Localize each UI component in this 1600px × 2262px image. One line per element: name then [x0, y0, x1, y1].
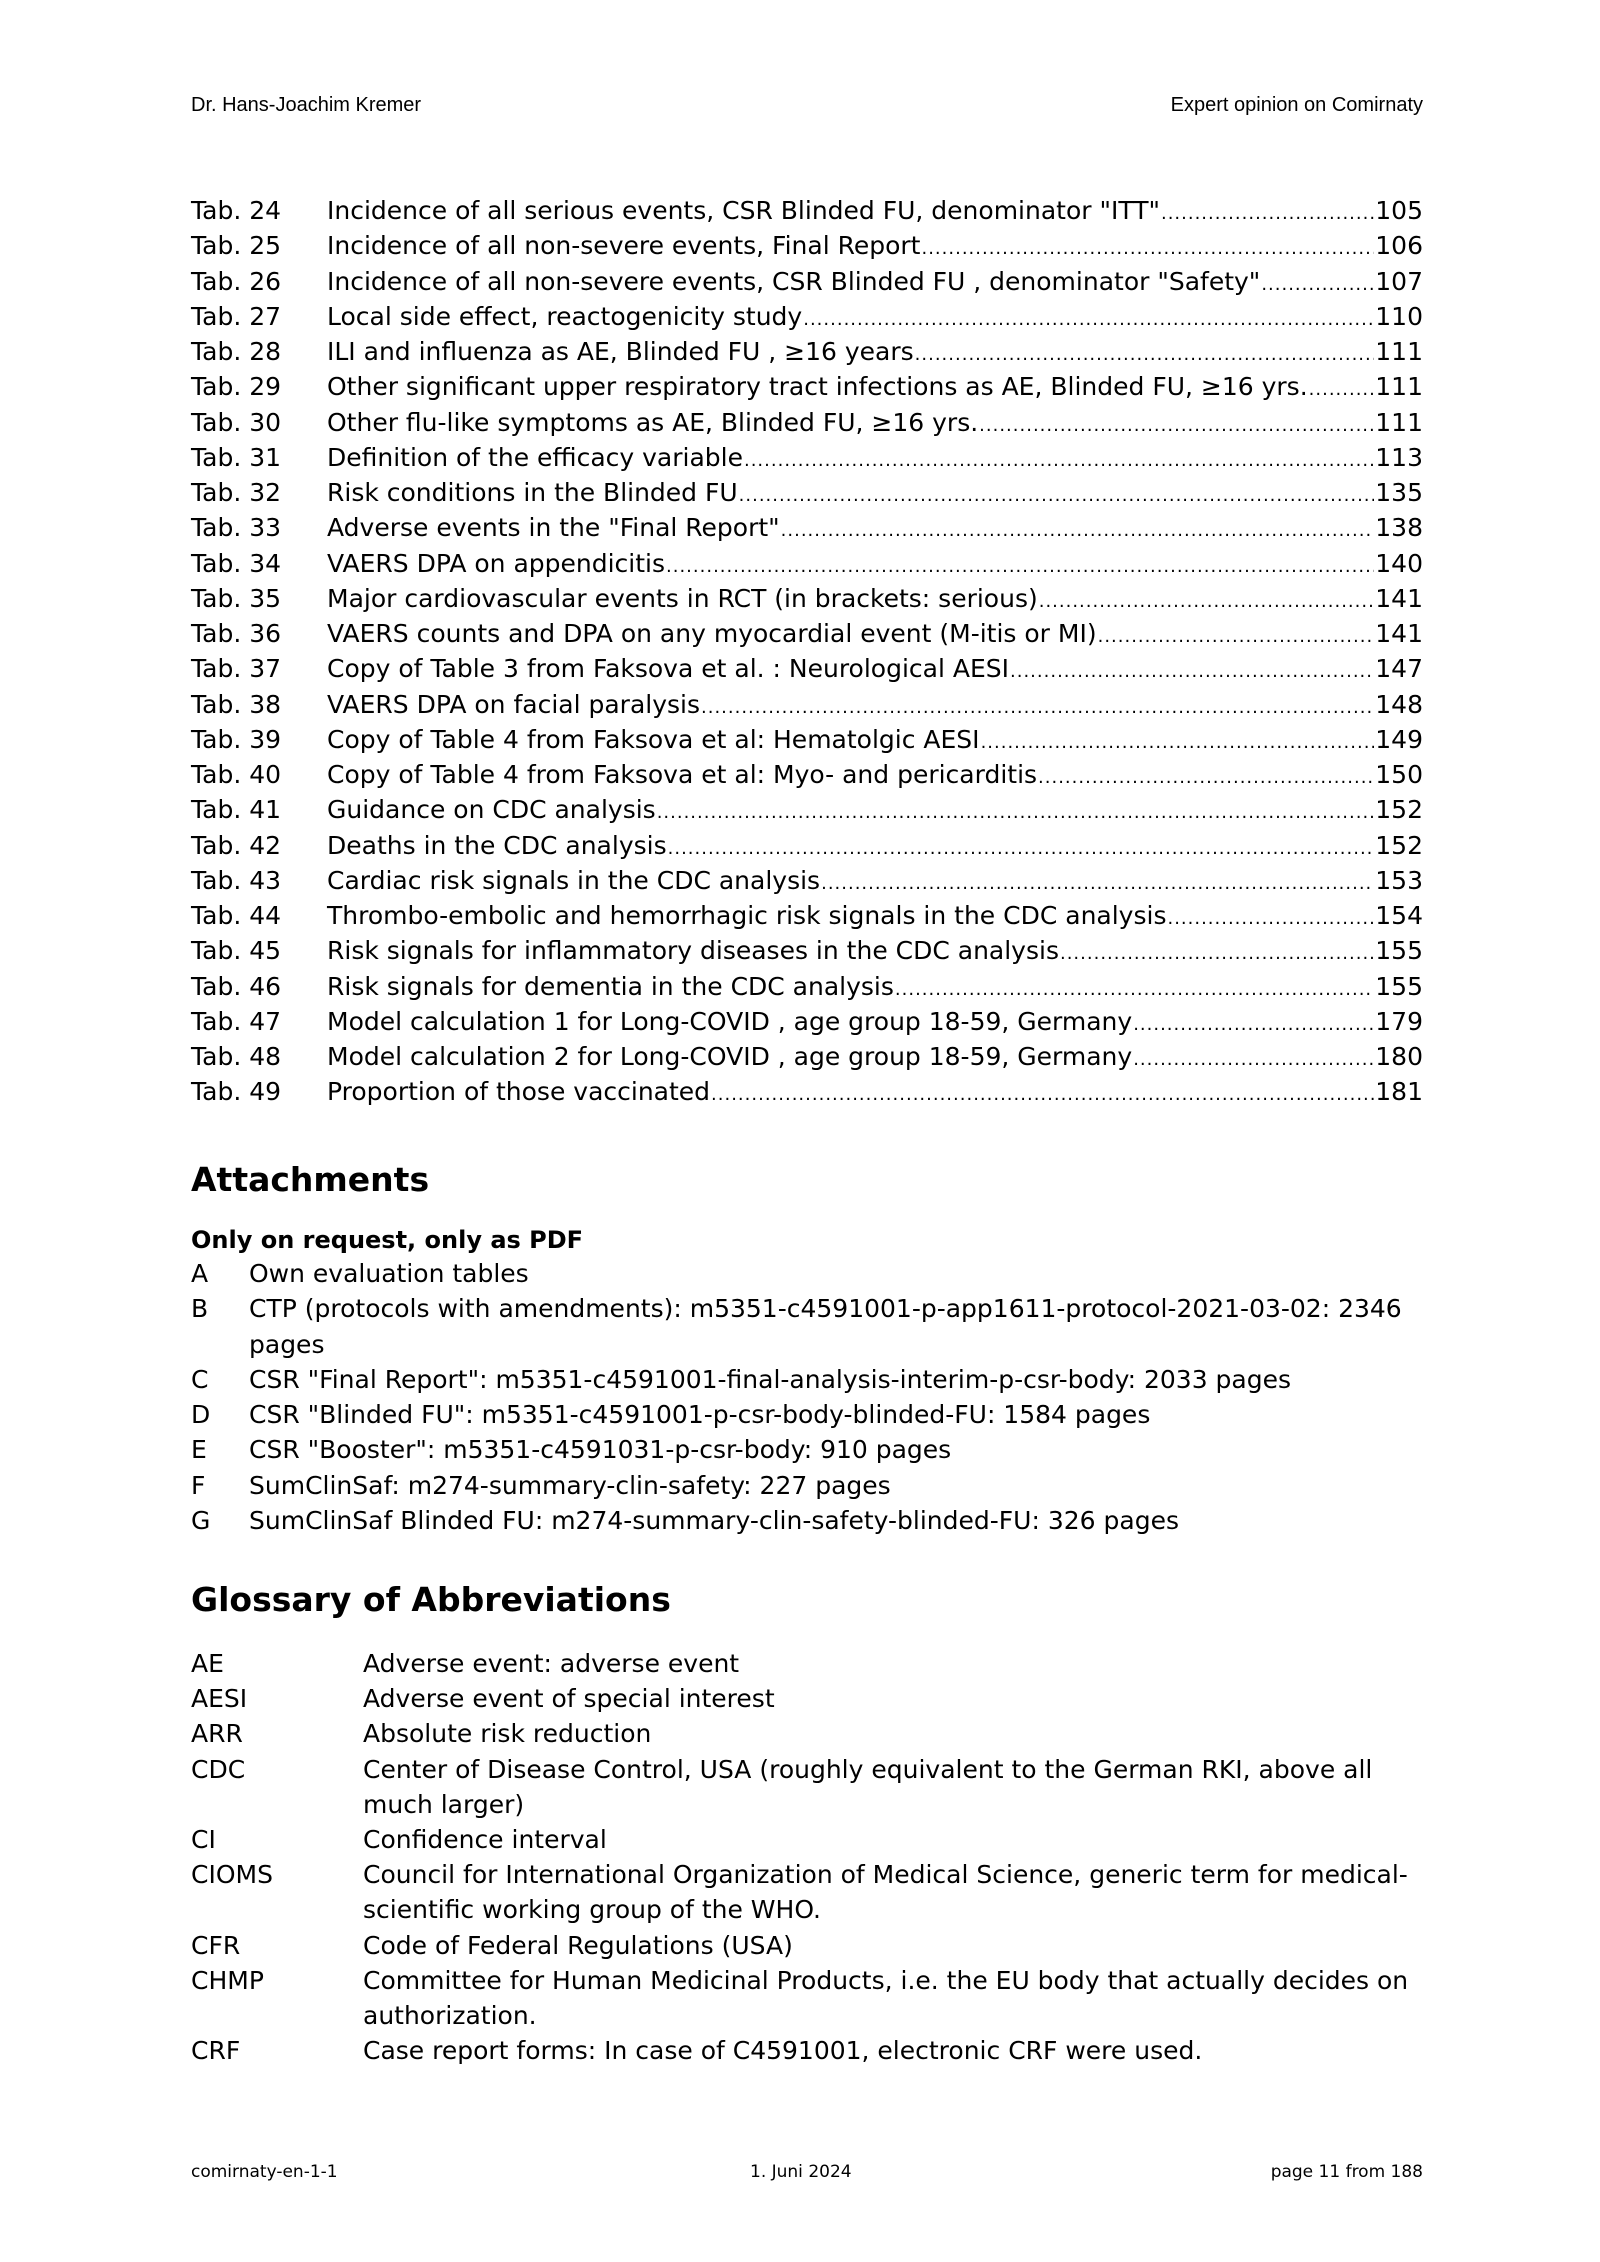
toc-number: Tab. 46 [191, 971, 282, 1001]
toc-entry [191, 1039, 1423, 1074]
attachment-letter: B [191, 1294, 209, 1324]
toc-entry [191, 193, 1423, 228]
toc-title: Copy of Table 4 from Faksova et al: Hematolgic AESI [327, 724, 980, 754]
toc-title: Risk signals for dementia in the CDC analysis [327, 971, 894, 1001]
glossary-abbreviation: AESI [191, 1684, 248, 1714]
toc-leader-dots [1038, 757, 1374, 795]
toc-entry [191, 933, 1423, 968]
toc-number: Tab. 24 [191, 196, 282, 225]
toc-entry [191, 334, 1423, 369]
glossary-abbreviation: CDC [191, 1754, 246, 1784]
toc-title: Copy of Table 3 from Faksova et al. : Neurological AESI [327, 654, 1010, 684]
toc-entry [191, 440, 1423, 475]
table-of-tables [191, 193, 1423, 1110]
toc-page-number: 155 [1375, 971, 1423, 1001]
attachment-item [191, 1291, 1423, 1362]
toc-entry [191, 687, 1423, 722]
toc-number: Tab. 32 [191, 478, 282, 507]
toc-title: Incidence of all serious events, CSR Blinded FU, denominator "ITT" [327, 196, 1160, 225]
toc-number: Tab. 39 [191, 724, 282, 754]
toc-leader-dots [1039, 581, 1375, 619]
glossary-item [191, 1646, 1423, 1681]
toc-entry [191, 475, 1423, 510]
toc-number: Tab. 47 [191, 1006, 282, 1036]
toc-page-number: 106 [1375, 231, 1423, 261]
toc-leader-dots [739, 475, 1375, 513]
toc-number: Tab. 35 [191, 583, 282, 613]
toc-leader-dots [1098, 616, 1375, 654]
toc-title: Model calculation 1 for Long-COVID , age group 18-59, Germany [327, 1006, 1133, 1036]
toc-number: Tab. 38 [191, 689, 282, 719]
toc-number: Tab. 25 [191, 231, 282, 261]
attachments-heading: Attachments [191, 1160, 430, 1199]
toc-entry [191, 546, 1423, 581]
attachment-letter: A [191, 1259, 209, 1288]
toc-page-number: 152 [1375, 795, 1423, 825]
toc-number: Tab. 40 [191, 760, 282, 789]
glossary-item [191, 1928, 1423, 1963]
attachment-text: CSR "Final Report": m5351-c4591001-final-analysis-interim-p-csr-body: 2033 pages [249, 1364, 1292, 1394]
toc-number: Tab. 41 [191, 795, 282, 825]
toc-leader-dots [821, 863, 1374, 901]
glossary-item [191, 1752, 1423, 1822]
toc-page-number: 149 [1375, 724, 1423, 754]
toc-number: Tab. 29 [191, 372, 282, 402]
attachment-text: SumClinSaf Blinded FU: m274-summary-clin-safety-blinded-FU: 326 pages [249, 1506, 1179, 1536]
toc-leader-dots [981, 722, 1375, 760]
toc-number: Tab. 31 [191, 442, 282, 472]
toc-leader-dots [711, 1074, 1374, 1112]
attachment-item [191, 1468, 1423, 1503]
toc-page-number: 111 [1375, 407, 1423, 437]
toc-title: ILI and influenza as AE, Blinded FU , ≥16 years [327, 337, 914, 366]
glossary-item [191, 1963, 1423, 2033]
toc-page-number: 113 [1375, 442, 1423, 472]
toc-title: Thrombo-embolic and hemorrhagic risk signals in the CDC analysis [327, 901, 1167, 930]
attachment-text: CTP (protocols with amendments): m5351-c4591001-p-app1611-protocol-2021-03-02: 2346 pages [249, 1294, 1402, 1359]
toc-leader-dots [1010, 651, 1374, 689]
toc-entry [191, 228, 1423, 263]
toc-title: Major cardiovascular events in RCT (in brackets: serious) [327, 583, 1038, 613]
toc-page-number: 141 [1375, 583, 1423, 613]
toc-number: Tab. 26 [191, 266, 282, 296]
attachment-letter: G [191, 1506, 211, 1536]
toc-entry [191, 1074, 1423, 1109]
toc-page-number: 141 [1375, 619, 1423, 648]
attachments-list [191, 1256, 1423, 1538]
toc-entry [191, 792, 1423, 827]
toc-title: Guidance on CDC analysis [327, 795, 656, 825]
toc-entry [191, 264, 1423, 299]
attachment-text: CSR "Booster": m5351-c4591031-p-csr-body: 910 pages [249, 1435, 952, 1465]
toc-page-number: 138 [1375, 513, 1423, 543]
glossary-item [191, 2033, 1423, 2068]
header-author: Dr. Hans-Joachim Kremer [191, 94, 422, 116]
toc-leader-dots [666, 546, 1374, 584]
toc-page-number: 180 [1375, 1042, 1423, 1071]
toc-leader-dots [1133, 1004, 1374, 1042]
toc-page-number: 179 [1375, 1006, 1423, 1036]
glossary-abbreviation: CHMP [191, 1965, 264, 1995]
toc-entry [191, 616, 1423, 651]
glossary-definition: Adverse event: adverse event [363, 1649, 740, 1678]
toc-page-number: 155 [1375, 936, 1423, 966]
footer-date: 1. Juni 2024 [750, 2162, 852, 2182]
toc-entry [191, 651, 1423, 686]
toc-leader-dots [744, 440, 1374, 478]
attachment-item [191, 1432, 1423, 1467]
glossary-item [191, 1681, 1423, 1716]
toc-number: Tab. 44 [191, 901, 282, 930]
toc-title: Definition of the efficacy variable [327, 442, 743, 472]
toc-leader-dots [668, 828, 1375, 866]
toc-entry [191, 299, 1423, 334]
glossary-definition: Committee for Human Medicinal Products, i.e. the EU body that actually decides on authorization. [363, 1965, 1409, 2031]
toc-entry [191, 863, 1423, 898]
glossary-abbreviation: AE [191, 1649, 224, 1678]
toc-leader-dots [1133, 1039, 1374, 1077]
toc-leader-dots [979, 405, 1374, 443]
attachment-letter: F [191, 1470, 206, 1500]
toc-title: VAERS DPA on appendicitis [327, 548, 666, 578]
toc-number: Tab. 42 [191, 830, 282, 860]
toc-leader-dots [1309, 369, 1375, 407]
toc-number: Tab. 33 [191, 513, 282, 543]
toc-number: Tab. 37 [191, 654, 282, 684]
toc-title: Deaths in the CDC analysis [327, 830, 667, 860]
toc-page-number: 147 [1375, 654, 1423, 684]
toc-leader-dots [1161, 193, 1374, 231]
toc-entry [191, 369, 1423, 404]
toc-page-number: 111 [1375, 337, 1423, 366]
toc-title: Model calculation 2 for Long-COVID , age group 18-59, Germany [327, 1042, 1133, 1071]
toc-entry [191, 969, 1423, 1004]
glossary-abbreviation: CIOMS [191, 1860, 273, 1890]
glossary-definition: Absolute risk reduction [363, 1719, 652, 1749]
toc-number: Tab. 28 [191, 337, 282, 366]
glossary-item [191, 1857, 1423, 1927]
toc-title: Risk conditions in the Blinded FU [327, 478, 738, 507]
toc-title: Incidence of all non-severe events, CSR Blinded FU , denominator "Safety" [327, 266, 1261, 296]
toc-number: Tab. 36 [191, 619, 282, 648]
glossary-abbreviation: CFR [191, 1930, 241, 1960]
toc-number: Tab. 34 [191, 548, 282, 578]
toc-title: VAERS counts and DPA on any myocardial event (M-itis or MI) [327, 619, 1097, 648]
toc-page-number: 154 [1375, 901, 1423, 930]
toc-leader-dots [1261, 264, 1374, 302]
toc-title: Other significant upper respiratory tract infections as AE, Blinded FU, ≥16 yrs. [327, 372, 1308, 402]
toc-entry [191, 757, 1423, 792]
toc-leader-dots [921, 228, 1374, 266]
glossary-abbreviation: CI [191, 1825, 216, 1855]
toc-leader-dots [781, 510, 1375, 548]
toc-leader-dots [915, 334, 1375, 372]
toc-leader-dots [1167, 898, 1374, 936]
attachment-text: SumClinSaf: m274-summary-clin-safety: 227 pages [249, 1470, 891, 1500]
toc-number: Tab. 45 [191, 936, 282, 966]
footer-doc-id: comirnaty-en-1-1 [191, 2162, 338, 2182]
toc-page-number: 140 [1375, 548, 1423, 578]
glossary-definition: Council for International Organization of Medical Science, generic term for medical-scientific working group of the WHO. [363, 1860, 1408, 1925]
attachment-letter: D [191, 1400, 211, 1430]
toc-page-number: 153 [1375, 865, 1423, 895]
toc-page-number: 181 [1375, 1077, 1423, 1107]
toc-number: Tab. 27 [191, 301, 282, 331]
glossary-definition: Adverse event of special interest [363, 1684, 775, 1714]
toc-entry [191, 510, 1423, 545]
header-title: Expert opinion on Comirnaty [1170, 94, 1423, 116]
toc-title: Copy of Table 4 from Faksova et al: Myo- and pericarditis [327, 760, 1038, 789]
toc-title: VAERS DPA on facial paralysis [327, 689, 700, 719]
attachment-text: CSR "Blinded FU": m5351-c4591001-p-csr-body-blinded-FU: 1584 pages [249, 1400, 1151, 1430]
toc-number: Tab. 49 [191, 1077, 282, 1107]
toc-entry [191, 898, 1423, 933]
attachment-item [191, 1362, 1423, 1397]
attachment-letter: E [191, 1435, 207, 1465]
toc-leader-dots [1060, 933, 1374, 971]
attachment-item [191, 1397, 1423, 1432]
glossary-definition: Center of Disease Control, USA (roughly equivalent to the German RKI, above all much larger) [363, 1754, 1373, 1819]
toc-page-number: 105 [1375, 196, 1423, 225]
toc-number: Tab. 48 [191, 1042, 282, 1071]
attachments-subheading: Only on request, only as PDF [191, 1226, 584, 1254]
glossary-definition: Code of Federal Regulations (USA) [363, 1930, 793, 1960]
attachment-letter: C [191, 1364, 209, 1394]
toc-page-number: 148 [1375, 689, 1423, 719]
toc-page-number: 150 [1375, 760, 1423, 789]
toc-title: Adverse events in the "Final Report" [327, 513, 780, 543]
toc-entry [191, 722, 1423, 757]
glossary-heading: Glossary of Abbreviations [191, 1580, 671, 1619]
toc-entry [191, 581, 1423, 616]
toc-title: Incidence of all non-severe events, Final Report [327, 231, 921, 261]
toc-leader-dots [803, 299, 1374, 337]
toc-title: Cardiac risk signals in the CDC analysis [327, 865, 821, 895]
glossary-definition: Confidence interval [363, 1825, 607, 1855]
toc-title: Risk signals for inflammatory diseases in the CDC analysis [327, 936, 1059, 966]
glossary-abbreviation: CRF [191, 2036, 241, 2066]
glossary-list [191, 1646, 1423, 2068]
toc-entry [191, 1004, 1423, 1039]
glossary-definition: Case report forms: In case of C4591001, electronic CRF were used. [363, 2036, 1203, 2066]
toc-number: Tab. 30 [191, 407, 282, 437]
toc-entry [191, 828, 1423, 863]
toc-page-number: 110 [1375, 301, 1423, 331]
toc-entry [191, 405, 1423, 440]
footer-page-number: page 11 from 188 [1270, 2162, 1423, 2182]
glossary-abbreviation: ARR [191, 1719, 243, 1749]
toc-leader-dots [895, 969, 1374, 1007]
toc-title: Other flu-like symptoms as AE, Blinded FU, ≥16 yrs. [327, 407, 979, 437]
toc-title: Local side effect, reactogenicity study [327, 301, 803, 331]
attachment-item [191, 1256, 1423, 1291]
toc-number: Tab. 43 [191, 865, 282, 895]
toc-page-number: 152 [1375, 830, 1423, 860]
glossary-item [191, 1716, 1423, 1751]
toc-page-number: 135 [1375, 478, 1423, 507]
toc-page-number: 107 [1375, 266, 1423, 296]
toc-leader-dots [701, 687, 1374, 725]
toc-leader-dots [657, 792, 1375, 830]
attachment-text: Own evaluation tables [249, 1259, 529, 1288]
glossary-item [191, 1822, 1423, 1857]
toc-page-number: 111 [1375, 372, 1423, 402]
toc-title: Proportion of those vaccinated [327, 1077, 711, 1107]
attachment-item [191, 1503, 1423, 1538]
